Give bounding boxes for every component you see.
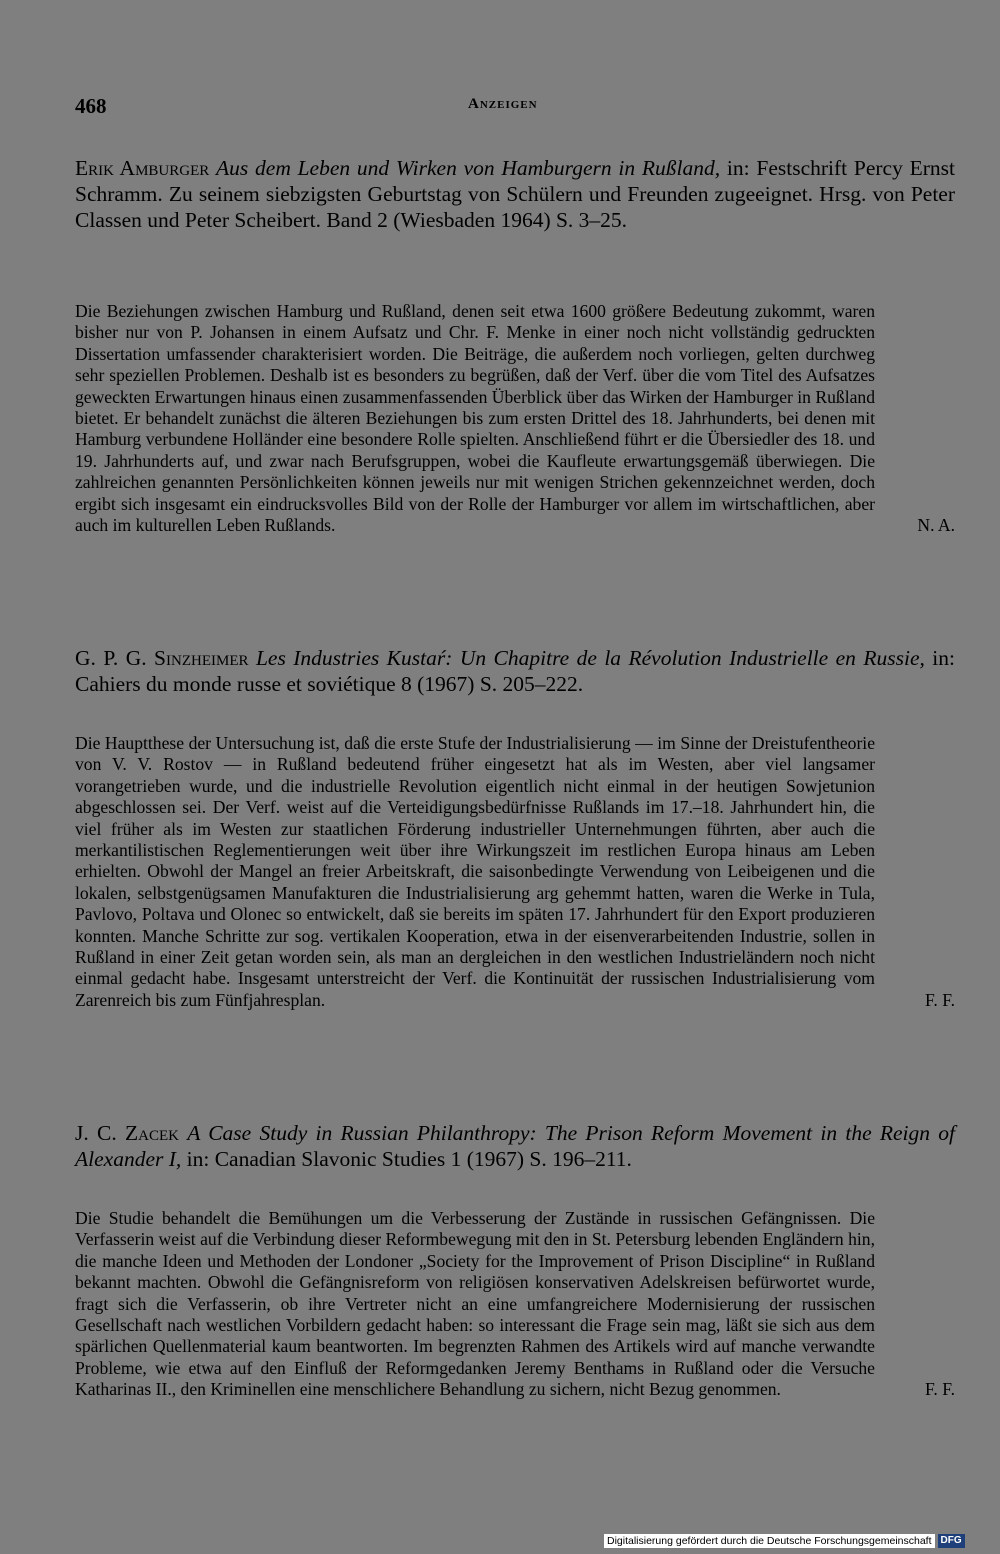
review-signature: N. A. [917, 515, 955, 536]
citation-author: Erik Amburger [75, 156, 210, 180]
review-text: Die Beziehungen zwischen Hamburg und Rußland, denen seit etwa 1600 größere Bedeutung zukommt, waren bisher nur von P. Johansen in einem Aufsatz und Chr. F. Menke in einer noch nicht vollständig gedruckten Dissertation umfassender charakterisiert worden. Die Beiträge, die außerdem noch vorliegen, gelten durchweg sehr speziellen Problemen. Deshalb ist es besonders zu begrüßen, daß der Verf. über die vom Titel des Aufsatzes geweckten Erwartungen hinaus einen zusammenfassenden Überblick über das Wirken der Hamburger in Rußland bietet. Er behandelt zunächst die älteren Beziehungen bis zum ersten Drittel des 18. Jahrhunderts, bei denen mit Hamburg verbundene Holländer eine besondere Rolle spielten. Anschließend führt er die Übersiedler des 18. und 19. Jahrhunderts auf, und zwar nach Berufsgruppen, wobei die Kaufleute erwartungsgemäß überwiegen. Die zahlreichen genannten Persönlichkeiten können jeweils nur mit wenigen Strichen gekennzeichnet werden, doch ergibt sich insgesamt ein eindrucksvolles Bild von der Rolle der Hamburger vor allem im wirtschaftlichen, aber auch im kulturellen Leben Rußlands. [75, 301, 875, 536]
running-head: Anzeigen [468, 96, 538, 112]
citation-source: in: Canadian Slavonic Studies 1 (1967) S. 196–211. [181, 1147, 632, 1171]
citation-title: Aus dem Leben und Wirken von Hamburgern in Rußland, [216, 156, 721, 180]
citation-source: in: Cahiers du monde russe et soviétique 8 (1967) S. 205–222. [75, 646, 955, 696]
review-signature: F. F. [925, 1379, 955, 1400]
citation-title: A Case Study in Russian Philanthropy: The Prison Reform Movement in the Reign of Alexander I, [75, 1121, 956, 1171]
review-signature: F. F. [925, 989, 955, 1010]
citation-source: in: Festschrift Percy Ernst Schramm. Zu seinem siebzigsten Geburtstag von Schülern und Freunden zugeeignet. Hrsg. von Peter Classen und Peter Scheibert. Band 2 (Wiesbaden 1964) S. 3–25. [75, 156, 955, 232]
review-text: Die Hauptthese der Untersuchung ist, daß die erste Stufe der Industrialisierung — im Sinne der Dreistufentheorie von V. V. Rostov — in Rußland bedeutend früher eingesetzt hat als im Westen, aber viel langsamer vorangetrieben wurde, und die industrielle Revolution eigentlich nicht einmal in der heutigen Sowjetunion abgeschlossen sei. Der Verf. weist auf die Verteidigungsbedürfnisse Rußlands im 17.–18. Jahrhundert hin, die viel früher als im Westen zur staatlichen Förderung industrieller Unternehmungen führten, aber auch die merkantilistischen Reglementierungen weit über ihre Wirkungszeit im restlichen Europa hinaus am Leben erhielten. Obwohl der Mangel an freier Arbeitskraft, die saisonbedingte Verwendung von Leibeigenen und die lokalen, selbstgenügsamen Manufakturen die Industrialisierung arg gehemmt hatten, waren die Werke in Tula, Pavlovo, Poltava und Olonec so entwickelt, daß sie bereits im späten 17. Jahrhundert für den Export produzieren konnten. Manche Schritte zur sog. vertikalen Kooperation, etwa in der eisenverarbeitenden Industrie, sollen in Rußland in einer Zeit getan worden sein, als man an dergleichen in den westlichen Industrieländern noch nicht einmal gedacht habe. Insgesamt unterstreicht der Verf. die Kontinuität der russischen Industrialisierung vom Zarenreich bis zum Fünfjahresplan. [75, 733, 875, 1010]
citation-author: J. C. Zacek [75, 1121, 179, 1145]
review-3 [75, 1208, 955, 1401]
review-1 [75, 301, 955, 536]
dfg-logo-icon: DFG [938, 1534, 965, 1548]
citation-1 [75, 155, 955, 233]
citation-2 [75, 645, 955, 697]
page-header [75, 94, 955, 124]
citation-3 [75, 1120, 955, 1172]
review-text: Die Studie behandelt die Bemühungen um die Verbesserung der Zustände in russischen Gefängnissen. Die Verfasserin weist auf die Verbindung dieser Reformbewegung mit den in St. Petersburg lebenden Engländern hin, die manche Ideen und Methoden der Londoner „Society for the Improvement of Prison Discipline“ in Rußland bekannt machten. Obwohl die Gefängnisreform von religiösen konservativen Adelskreisen befürwortet wurde, fragt sich die Verfasserin, ob ihre Vertreter nicht an eine umfangreichere Modernisierung der russischen Gesellschaft nach westlichen Vorbildern gedacht haben: so interessant die Frage sein mag, läßt sie sich aus dem spärlichen Quellenmaterial kaum beantworten. Im begrenzten Rahmen des Artikels wird auf manche verwandte Probleme, wie etwa auf den Einfluß der Reformgedanken Jeremy Benthams in Rußland oder die Versuche Katharinas II., den Kriminellen eine menschlichere Behandlung zu sichern, nicht Bezug genommen. [75, 1208, 875, 1400]
credit-text: Digitalisierung gefördert durch die Deutsche Forschungsgemeinschaft [604, 1534, 935, 1548]
citation-title: Les Industries Kustaŕ: Un Chapitre de la Révolution Industrielle en Russie, [255, 646, 925, 670]
digitization-credit [604, 1533, 965, 1549]
page-number: 468 [75, 94, 107, 118]
citation-author: G. P. G. Sinzheimer [75, 646, 249, 670]
review-2 [75, 733, 955, 1011]
